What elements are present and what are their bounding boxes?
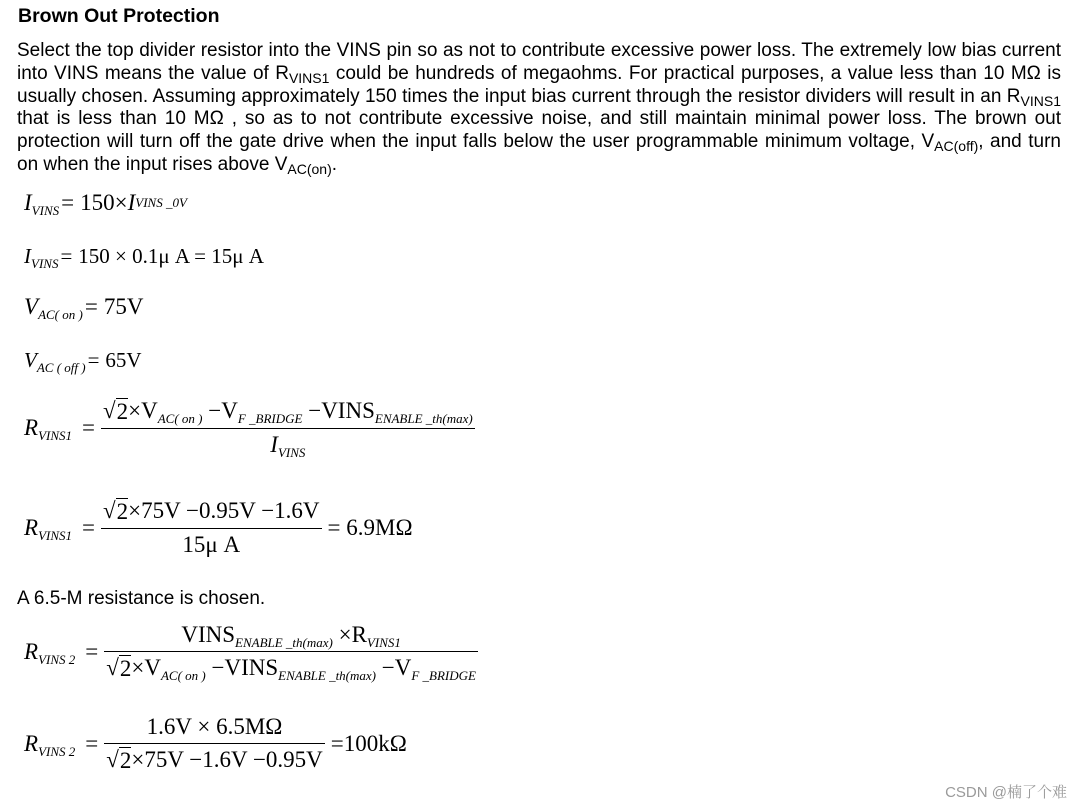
fraction: √ 2 $\times V_{AC( on )} -V_{F \_BRIDGE}$ $-VINS_{ENABLE \_th(max)}$ $I_{VINS}$ [103, 398, 473, 460]
equation-ivins-definition: $I_{VINS}$ = 150× I VINS _0V [24, 190, 187, 218]
fraction: 1.6V × 6.5MΩ √ 2 ×75V −1.6V −0.95V [106, 714, 323, 773]
fraction: √ 2 ×75V −0.95V −1.6V 15μ A [103, 498, 320, 557]
section-heading: Brown Out Protection [18, 5, 220, 27]
fraction: $VINS_{ENABLE \_th(max)} \times R_{VINS1}$ √ 2 $\times V_{AC( on )}$ $-VINS_{ENABLE \_th(max)} -V_{F \_BRIDGE}$ [106, 622, 476, 683]
equation-vac-off: $V_{AC ( off )}$ = 65V [24, 348, 142, 375]
body-paragraph: Select the top divider resistor into the VINS pin so as not to contribute excessive power loss. The extremely low bias current into VINS means the value of $R_{VINS1}$ could be hundreds of megaohms. For practical purposes, a value less than 10 MΩ is usually chosen. Assuming approximately 150 times the input bias current through the resistor dividers will result in an $R_{VINS1}$ that is less than 10 MΩ , so as to not contribute excessive noise, and still maintain minimal power loss. The brown out protection will turn off the gate drive when the input falls below the user programmable minimum voltage, $V_{AC(off)}$, and turn on when the input rises above $V_{AC(on)}$. [17, 40, 1061, 177]
equation-rvins1-formula: $R_{VINS1}$ = √ 2 $\times V_{AC( on )} -V_{F \_BRIDGE}$ $-VINS_{ENABLE \_th(max)}$ $I_{VINS}$ [24, 398, 473, 460]
equation-rvins1-value: $R_{VINS1}$ = √ 2 ×75V −0.95V −1.6V 15μ A = 6.9MΩ [24, 498, 413, 557]
equation-rvins2-formula: $R_{VINS 2}$ = $VINS_{ENABLE \_th(max)} \times R_{VINS1}$ √ 2 $\times V_{AC( on )}$ $-VINS_{ENABLE \_th(max)} -V_{F \_BRIDGE}$ [24, 622, 476, 683]
watermark-text: CSDN @楠了个难 [945, 784, 1067, 801]
equation-rvins2-value: $R_{VINS 2}$ = 1.6V × 6.5MΩ √ 2 ×75V −1.6V −0.95V =100kΩ [24, 714, 407, 773]
equation-ivins-value: $I_{VINS}$ = 150 × 0.1μ A = 15μ A [24, 244, 264, 271]
equation-vac-on: $V_{AC( on )}$ = 75V [24, 294, 144, 322]
resistance-note: A 6.5-M resistance is chosen. [17, 588, 266, 609]
